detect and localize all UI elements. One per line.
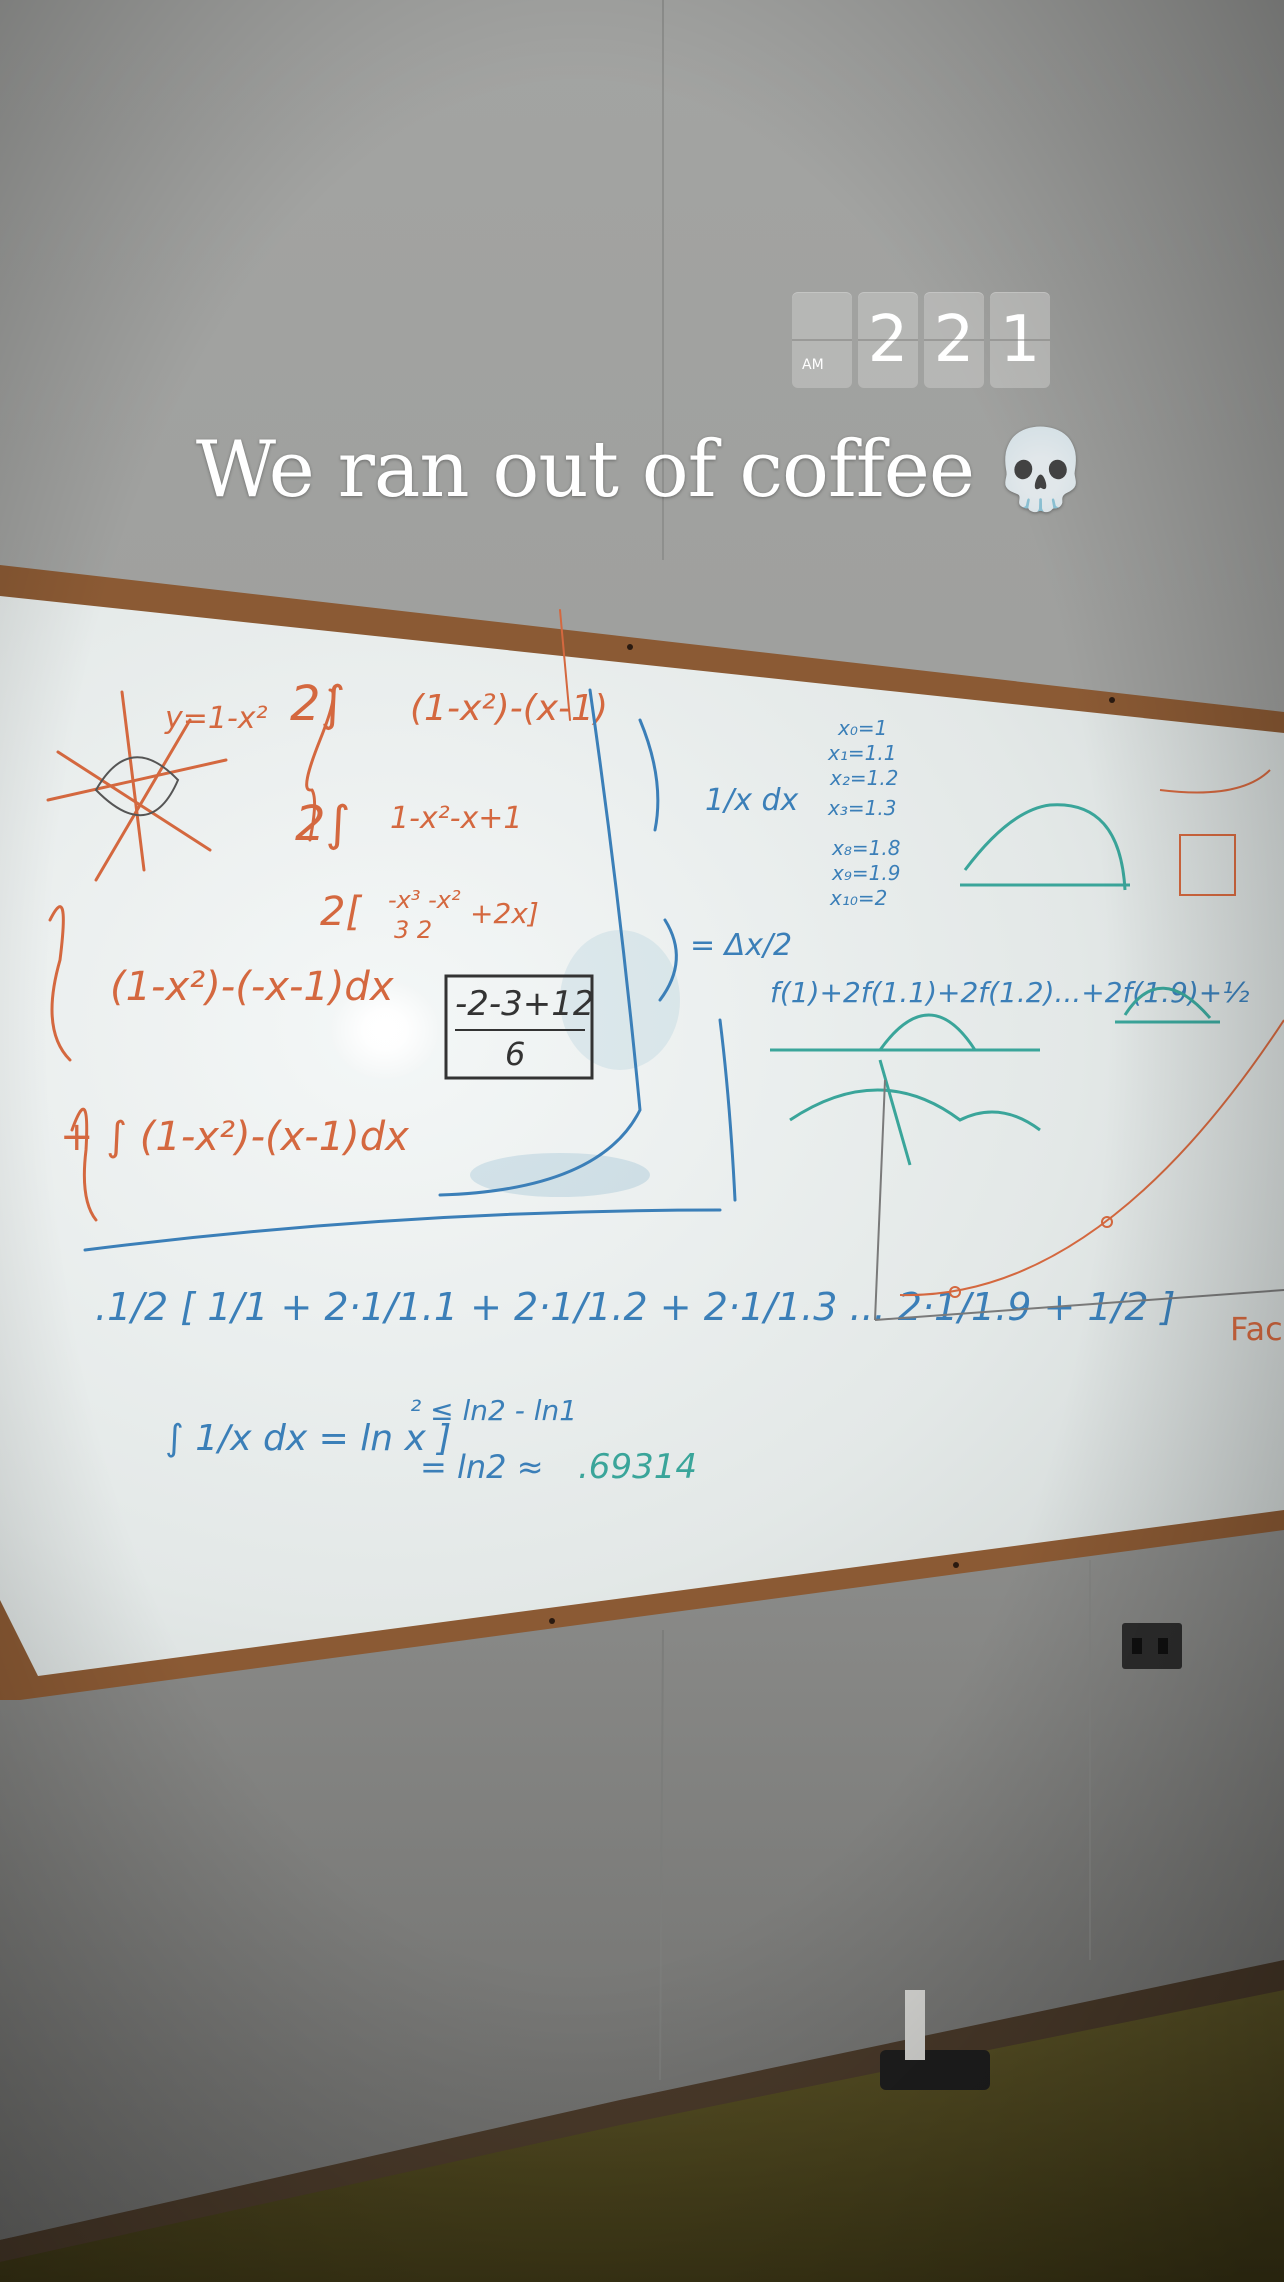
- wb-line: [171, 1760, 179, 1761]
- clock-minute-ones-digit: 1: [990, 292, 1050, 388]
- wb-line: [179, 1760, 181, 1761]
- wb-line: [24, 1760, 32, 1761]
- wb-line: [32, 1760, 39, 1761]
- wb-line: [59, 1760, 65, 1761]
- wb-line: [75, 1760, 80, 1761]
- skull-emoji-icon: 💀: [992, 425, 1089, 515]
- caption-text: We ran out of coffee: [195, 425, 975, 515]
- clock-hour-digit: 2: [858, 292, 918, 388]
- clock-ampm: AM: [792, 292, 852, 388]
- whiteboard-transcript: [20, 1760, 580, 1780]
- wb-line: [127, 1760, 155, 1761]
- story-caption[interactable]: [0, 425, 1284, 516]
- clock-minute-tens-digit: 2: [924, 292, 984, 388]
- wb-line: [39, 1760, 49, 1761]
- wb-line: [155, 1760, 170, 1761]
- wb-line: [104, 1760, 126, 1761]
- wb-line: [65, 1760, 74, 1761]
- flip-clock-sticker[interactable]: [792, 292, 1050, 388]
- wb-line: [49, 1760, 58, 1761]
